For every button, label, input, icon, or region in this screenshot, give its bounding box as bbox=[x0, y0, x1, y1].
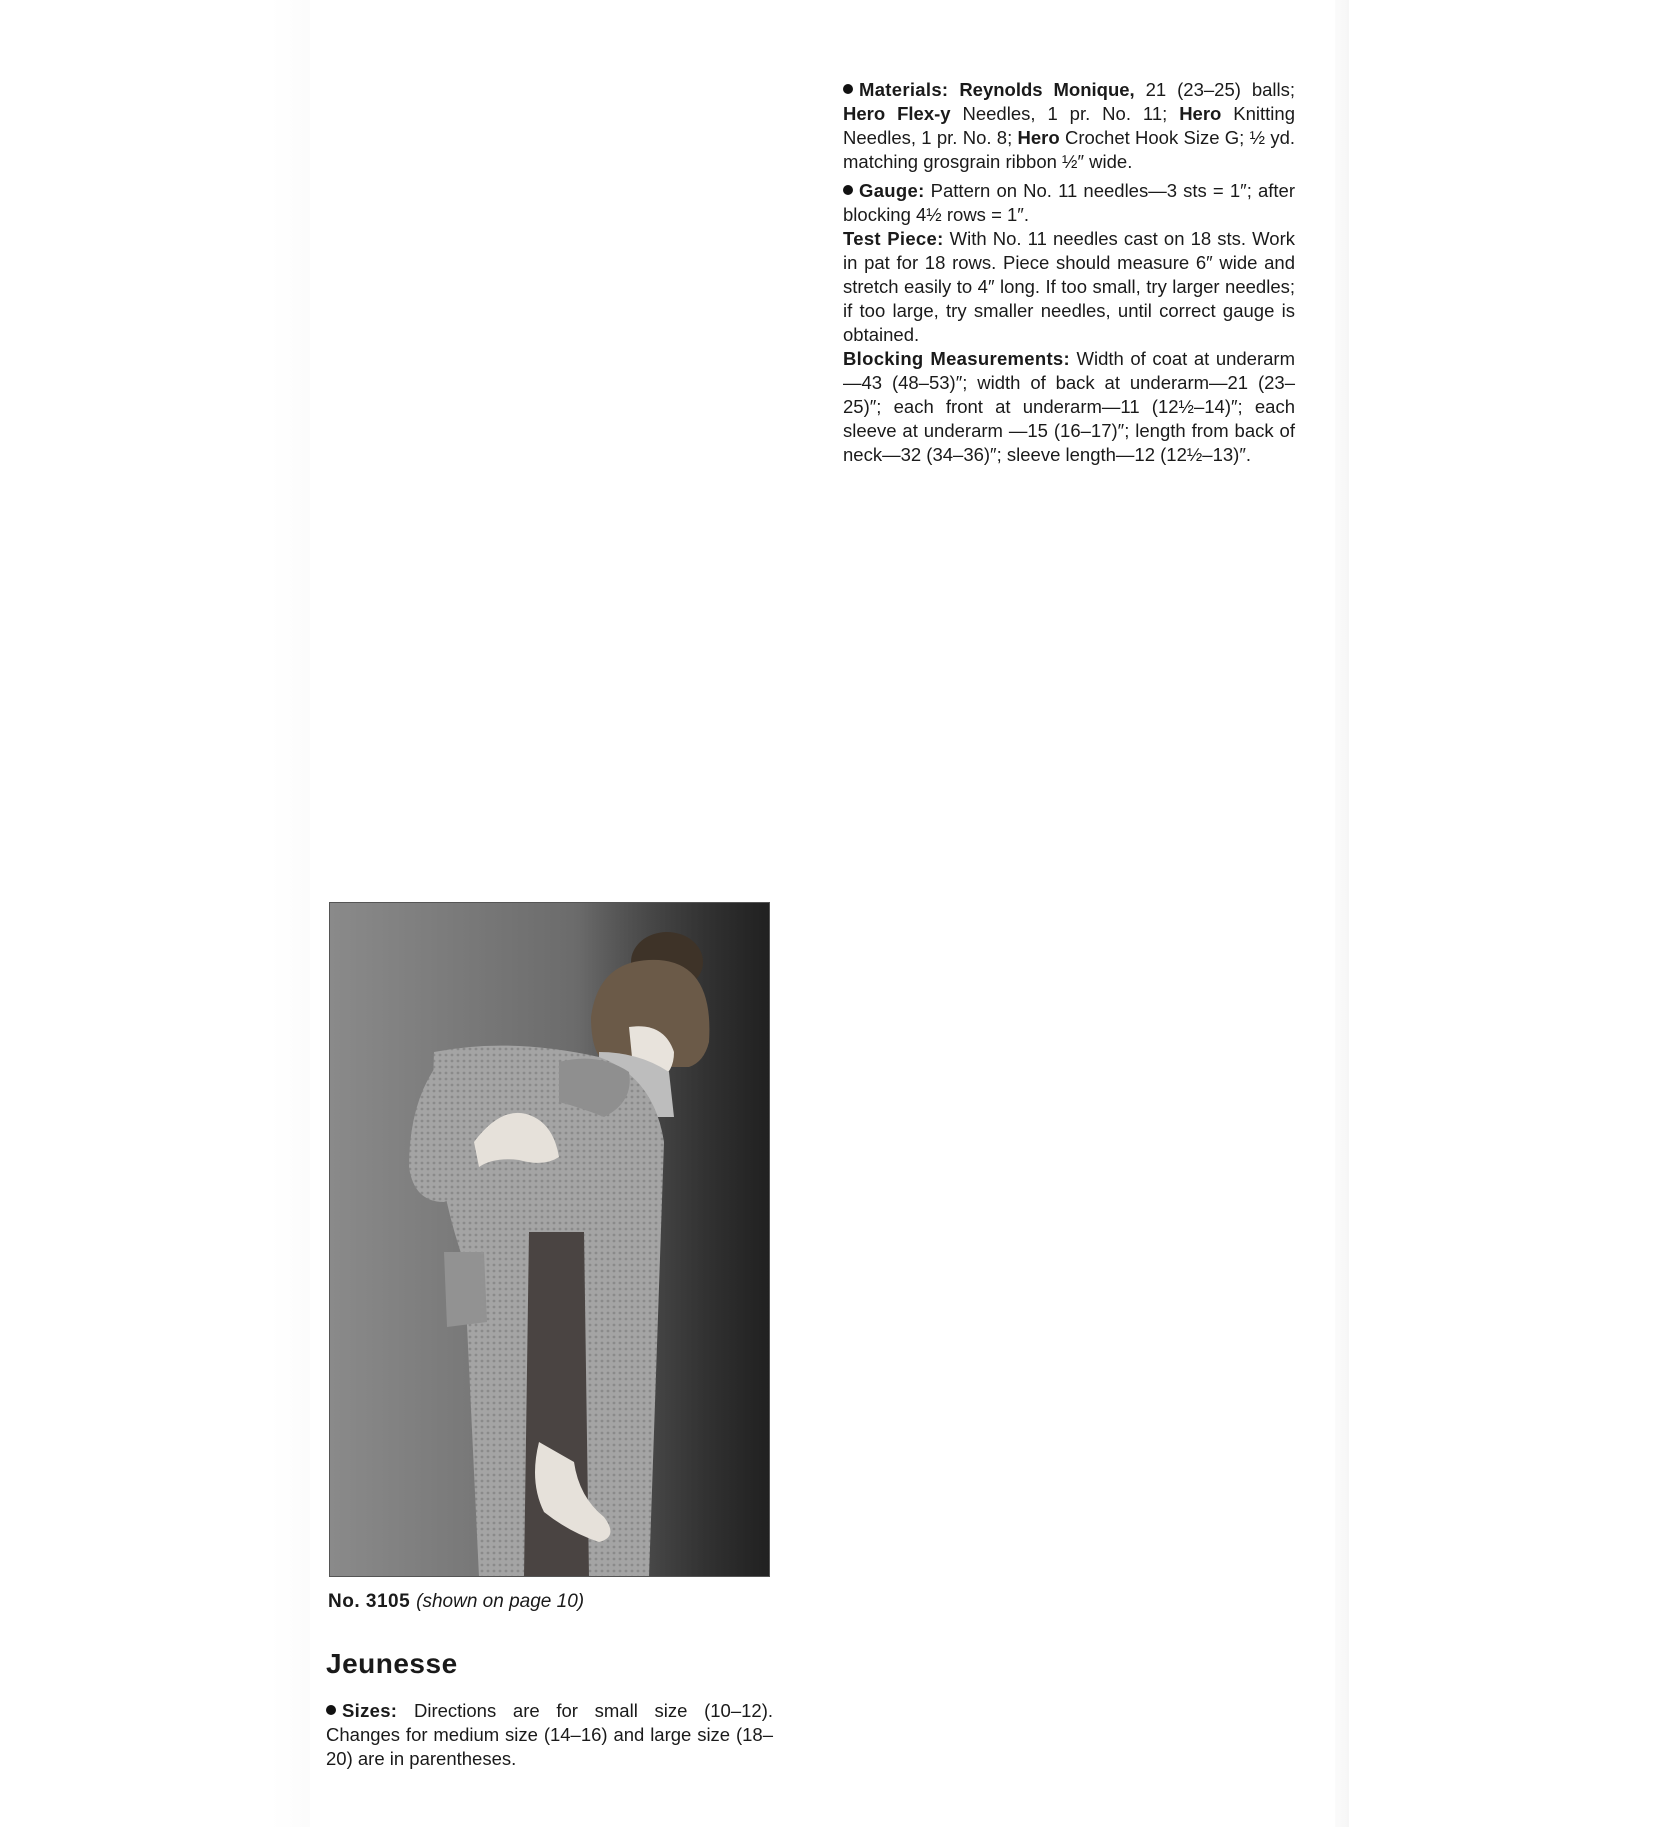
materials-brand-hero-knitting: Hero bbox=[1179, 103, 1222, 124]
sizes-paragraph bbox=[326, 1699, 773, 1771]
gauge-label: Gauge: bbox=[859, 180, 925, 201]
sizes-label: Sizes: bbox=[342, 1700, 398, 1721]
sizes-text: Directions are for small size (10–12). Changes for medium size (14–16) and large size (18–20) are in parentheses. bbox=[326, 1700, 773, 1769]
test-piece-paragraph bbox=[843, 227, 1295, 347]
materials-brand-hero-flexy: Hero Flex-y bbox=[843, 103, 951, 124]
test-piece-label: Test Piece: bbox=[843, 228, 944, 249]
model-photo-illustration bbox=[329, 902, 770, 1577]
paper-shading-left bbox=[270, 0, 310, 1827]
bullet-icon bbox=[326, 1705, 336, 1715]
materials-text-1: 21 (23–25) balls; bbox=[1134, 79, 1296, 100]
materials-paragraph bbox=[843, 78, 1295, 174]
specification-block bbox=[843, 78, 1295, 472]
bullet-icon bbox=[843, 185, 853, 195]
photo-caption bbox=[328, 1590, 584, 1614]
paper-edge-right bbox=[1335, 0, 1349, 1827]
blocking-paragraph bbox=[843, 347, 1295, 467]
test-piece-text: With No. 11 needles cast on 18 sts. Work in pat for 18 rows. Piece should measure 6″ wide and stretch easily to 4″ long. If too small, try larger needles; if too large, try smaller needles, until correct gauge is obtained. bbox=[843, 228, 1295, 345]
materials-label: Materials: bbox=[859, 79, 949, 100]
materials-text-3: Knitting Needles, 1 pr. No. 8; bbox=[843, 103, 1295, 148]
blocking-text: Width of coat at underarm—43 (48–53)″; width of back at underarm—21 (23–25)″; each front at underarm—11 (12½–14)″; each sleeve at underarm —15 (16–17)″; length from back of neck—32 (34–36)″; sleeve length—12 (12½–13)″. bbox=[843, 348, 1295, 465]
gauge-paragraph bbox=[843, 179, 1295, 227]
materials-brand-hero-crochet: Hero bbox=[1017, 127, 1060, 148]
materials-text-2: Needles, 1 pr. No. 11; bbox=[950, 103, 1180, 124]
blocking-label: Blocking Measurements: bbox=[843, 348, 1070, 369]
materials-brand-reynolds: Reynolds Monique, bbox=[959, 79, 1135, 100]
pattern-number: No. 3105 bbox=[328, 1591, 411, 1612]
model-photo bbox=[329, 902, 770, 1577]
bullet-icon bbox=[843, 84, 853, 94]
pattern-title: Jeunesse bbox=[326, 1648, 458, 1679]
materials-text-4: Crochet Hook Size G; ½ yd. matching grosgrain ribbon ½″ wide. bbox=[843, 127, 1295, 172]
gauge-text: Pattern on No. 11 needles—3 sts = 1″; after blocking 4½ rows = 1″. bbox=[843, 180, 1295, 225]
caption-note: (shown on page 10) bbox=[416, 1591, 585, 1612]
